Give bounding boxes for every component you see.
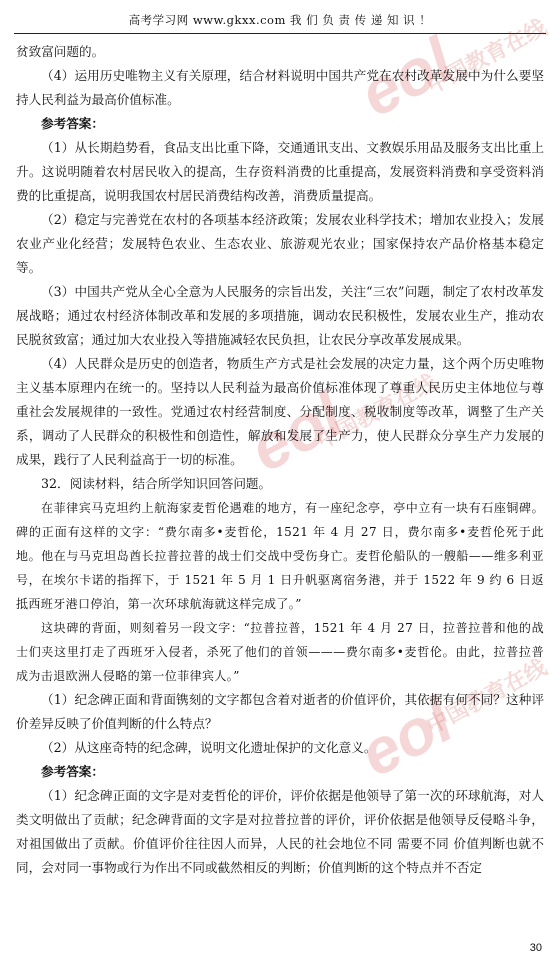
header-text: 高考学习网 www.gkxx.com 我 们 负 责 传 递 知 识 ！ (128, 13, 432, 27)
paragraph: 贫致富问题的。 (16, 44, 105, 59)
page-number: 30 (529, 942, 542, 954)
watermark-text: 中国教育在线 (422, 15, 552, 100)
material-paragraph: 在菲律宾马克坦约上航海家麦哲伦遇难的地方，有一座纪念亭，亭中立有一块有石座铜碑。碑的正面有这样的文字：“费尔南多•麦哲伦，1521 年 4 月 27 日，费尔南多•麦哲伦死于此地。他在与马克坦岛酋长拉普拉普的战士们交战中受伤身亡。麦哲伦船队的一艘船——维多利亚号，在埃尔卡诺的指挥下，于 1521 年 5 月 1 日升帆驱离宿务港，并于 1522 年 9 约 6 日返抵西班牙港口停泊，第一次环球航海就这样完成了。” (16, 501, 544, 611)
answer-heading: 参考答案： (41, 116, 104, 131)
question-text: （4）运用历史唯物主义有关原理，结合材料说明中国共产党在农村改革发展中为什么要坚持人民利益为最高价值标准。 (16, 68, 544, 107)
page-header (0, 0, 560, 38)
watermark-logo: eol (348, 683, 464, 791)
watermark-logo: eol (348, 23, 464, 131)
question-title: 32．阅读材料，结合所学知识回答问题。 (41, 476, 272, 491)
answer-paragraph: （1）纪念碑正面的文字是对麦哲伦的评价，评价依据是他领导了第一次的环球航海，对人类文明做出了贡献；纪念碑背面的文字是对拉普拉普的评价，评价依据是他领导反侵略斗争，对祖国做出了贡献。价值评价往往因人而异，人民的社会地位不同 需要不同 价值判断也就不同，会对同一事物或行为作出不同或截然相反的判断；价值判断的这个特点并不否定 (16, 788, 544, 875)
question-text: （2）从这座奇特的纪念碑，说明文化遗址保护的文化意义。 (41, 740, 377, 755)
watermark-text: 中国教育在线 (422, 655, 552, 740)
watermark-logo: eol (238, 378, 354, 486)
answer-paragraph: （2）稳定与完善党在农村的各项基本经济政策；发展农业科学技术；增加农业投入；发展农业产业化经营；发展特色农业、生态农业、旅游观光农业；国家保持农产品价格基本稳定等。 (16, 212, 544, 275)
header-rule (14, 33, 546, 34)
watermark-text: 中国教育在线 (312, 370, 442, 455)
question-text: （1）纪念碑正面和背面镌刻的文字都包含着对逝者的价值评价，其依据有何不同？这种评价差异反映了价值判断的什么特点？ (16, 692, 544, 731)
answer-paragraph: （1）从长期趋势看，食品支出比重下降，交通通讯支出、文教娱乐用品及服务支出比重上升。这说明随着农村居民收入的提高，生存资料消费的比重提高，发展资料消费和享受资料消费的比重提高，说明我国农村居民消费结构改善，消费质量提高。 (16, 140, 544, 203)
document-body (16, 40, 544, 880)
answer-paragraph: （4）人民群众是历史的创造者，物质生产方式是社会发展的决定力量，这个两个历史唯物主义基本原理内在统一的。坚持以人民利益为最高价值标准体现了尊重人民历史主体地位与尊重社会发展规律的一致性。党通过农村经营制度、分配制度、税收制度等改革，调整了生产关系，调动了人民群众的积极性和创造性，解放和发展了生产力，使人民群众分享生产力发展的成果，践行了人民利益高于一切的标准。 (16, 356, 544, 467)
answer-heading: 参考答案： (41, 764, 104, 779)
material-paragraph: 这块碑的背面，则刻着另一段文字：“拉普拉普，1521 年 4 月 27 日，拉普拉普和他的战士们夹这里打走了西班牙入侵者，杀死了他们的首领———费尔南多•麦哲伦。由此，拉普拉普成为击退欧洲人侵略的第一位菲律宾人。” (16, 621, 544, 683)
answer-paragraph: （3）中国共产党从全心全意为人民服务的宗旨出发，关注“三农”问题，制定了农村改革发展战略；通过农村经济体制改革和发展的多项措施，调动农民积极性，发展农业生产，推动农民脱贫致富；通过加大农业投入等措施减轻农民负担，让农民分享改革发展成果。 (16, 284, 544, 347)
